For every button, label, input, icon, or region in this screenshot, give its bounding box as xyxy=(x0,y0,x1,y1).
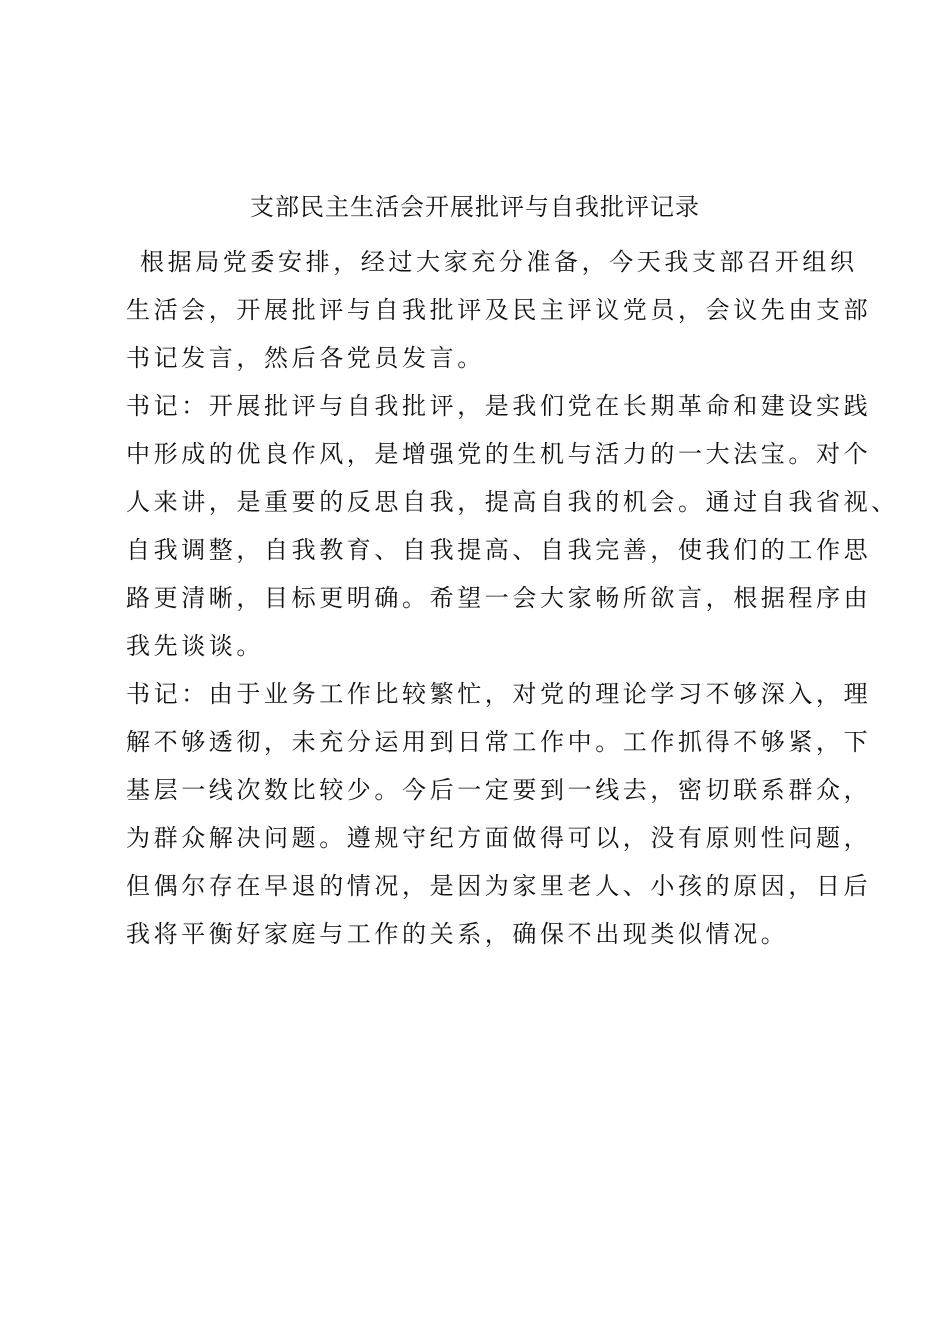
text-line: 书记发言，然后各党员发言。 xyxy=(126,344,485,372)
text-line: 中形成的优良作风，是增强党的生机与活力的一大法宝。对个 xyxy=(126,440,872,468)
paragraph-intro xyxy=(126,238,872,382)
text-line: 自我调整，自我教育、自我提高、自我完善，使我们的工作思 xyxy=(126,536,872,564)
text-line: 书记：开展批评与自我批评，是我们党在长期革命和建设实践 xyxy=(126,392,872,420)
text-line: 但偶尔存在早退的情况，是因为家里老人、小孩的原因，日后 xyxy=(126,872,872,900)
text-line: 我将平衡好家庭与工作的关系，确保不出现类似情况。 xyxy=(126,920,789,948)
text-line: 生活会，开展批评与自我批评及民主评议党员，会议先由支部 xyxy=(126,296,872,324)
paragraph-secretary-self-criticism xyxy=(126,670,872,958)
text-line: 根据局党委安排，经过大家充分准备，今天我支部召开组织 xyxy=(140,248,858,276)
document-body xyxy=(126,238,899,958)
document-title: 支部民主生活会开展批评与自我批评记录 xyxy=(250,193,700,221)
text-line: 人来讲，是重要的反思自我，提高自我的机会。通过自我省视、 xyxy=(126,488,899,516)
text-line: 我先谈谈。 xyxy=(126,632,264,660)
paragraph-secretary-opening xyxy=(126,382,899,670)
text-line: 为群众解决问题。遵规守纪方面做得可以，没有原则性问题， xyxy=(126,824,872,852)
text-line: 基层一线次数比较少。今后一定要到一线去，密切联系群众， xyxy=(126,776,872,804)
text-line: 解不够透彻，未充分运用到日常工作中。工作抓得不够紧，下 xyxy=(126,728,872,756)
text-line: 书记：由于业务工作比较繁忙，对党的理论学习不够深入，理 xyxy=(126,680,872,708)
text-line: 路更清晰，目标更明确。希望一会大家畅所欲言，根据程序由 xyxy=(126,584,872,612)
